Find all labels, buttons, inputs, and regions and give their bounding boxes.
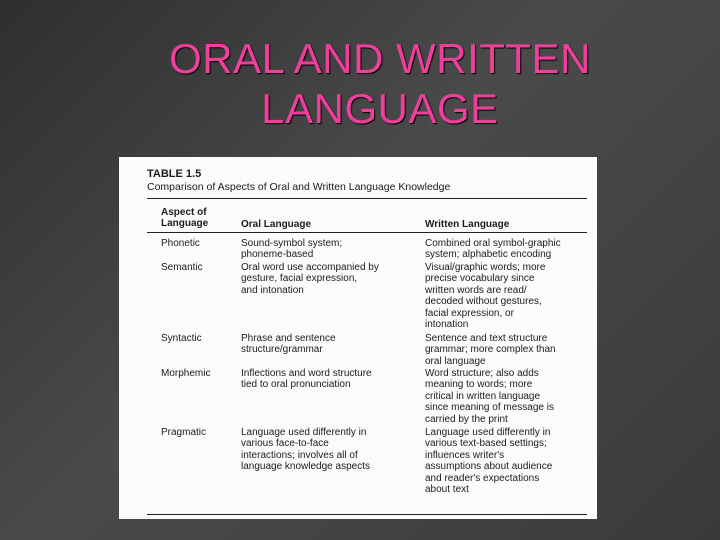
row-phonetic-aspect: Phonetic: [161, 238, 200, 249]
row-phonetic-oral: Sound-symbol system; phoneme-based: [241, 238, 343, 261]
slide-title: [120, 34, 640, 134]
slide-title-line-2: LANGUAGE: [261, 85, 499, 132]
row-phonetic-written: Combined oral symbol-graphic system; alphabetic encoding: [425, 238, 561, 261]
table-label: TABLE 1.5: [147, 168, 202, 180]
row-morphemic-aspect: Morphemic: [161, 368, 211, 379]
slide-title-line-1: ORAL AND WRITTEN: [169, 35, 591, 82]
row-syntactic-aspect: Syntactic: [161, 333, 202, 344]
row-pragmatic-written: Language used differently in various text-based settings; influences writer's assumptions about audience and reader's expectations about text: [425, 427, 553, 496]
row-morphemic-oral: Inflections and word structure tied to oral pronunciation: [241, 368, 372, 391]
header-oral: Oral Language: [241, 219, 312, 230]
table-bottom-rule: [147, 514, 587, 515]
row-semantic-oral: Oral word use accompanied by gesture, facial expression, and intonation: [241, 262, 379, 296]
row-pragmatic-oral: Language used differently in various face-to-face interactions; involves all of language knowledge aspects: [241, 427, 370, 473]
row-semantic-aspect: Semantic: [161, 262, 203, 273]
header-aspect: Aspect of Language: [161, 207, 209, 230]
row-pragmatic-aspect: Pragmatic: [161, 427, 207, 438]
row-syntactic-oral: Phrase and sentence structure/grammar: [241, 333, 336, 356]
row-morphemic-written: Word structure; also adds meaning to words; more critical in written language since meaning of message is carried by the print: [425, 368, 554, 425]
table-header-rule: [147, 232, 587, 233]
table-top-rule: [147, 198, 587, 199]
row-semantic-written: Visual/graphic words; more precise vocabulary since written words are read/ decoded without gestures, facial expression, or intonation: [425, 262, 546, 331]
header-written: Written Language: [425, 219, 510, 230]
scanned-table-image: [119, 157, 597, 519]
table-caption: Comparison of Aspects of Oral and Written Language Knowledge: [147, 181, 451, 193]
row-syntactic-written: Sentence and text structure grammar; more complex than oral language: [425, 333, 556, 367]
